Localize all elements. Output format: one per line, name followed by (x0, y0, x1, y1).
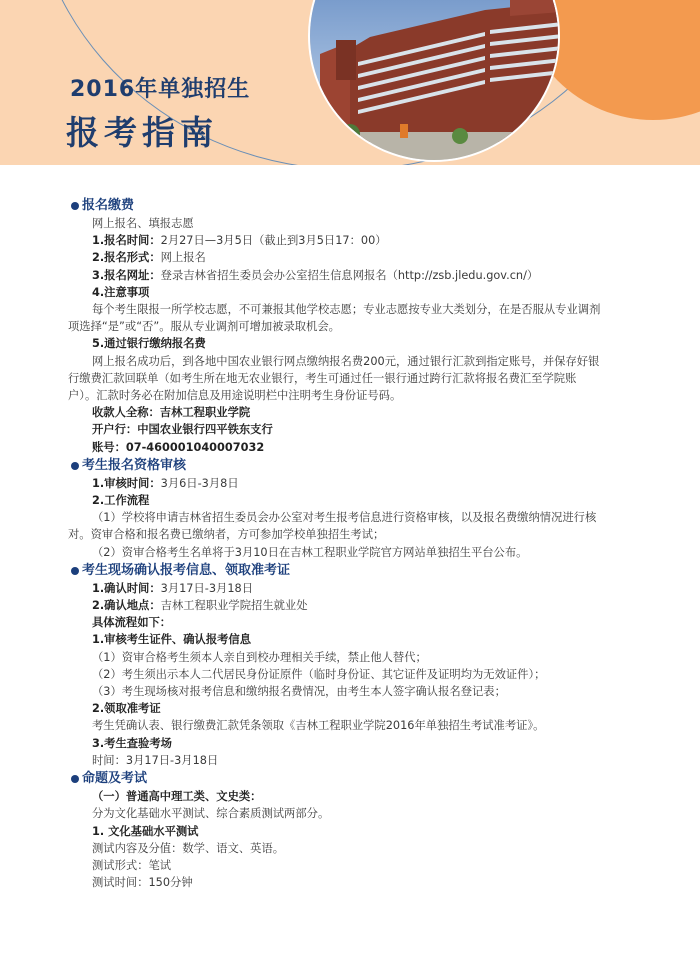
text-line: 2.报名形式：网上报名 (92, 251, 206, 265)
section-heading-registration: 报名缴费 (0, 196, 700, 215)
text-line: 项选择“是”或“否”。服从专业调剂可增加被录取机会。 (68, 320, 340, 334)
text-line: （一）普通高中理工类、文史类： (92, 790, 262, 804)
text-line: 对。资审合格和报名费已缴纳者，方可参加学校单独招生考试； (68, 528, 385, 542)
text-line: 网上报名成功后，到各地中国农业银行网点缴纳报名费200元，通过银行汇款到指定账号，并保存好银 (92, 354, 600, 368)
text-line: （1）学校将申请吉林省招生委员会办公室对考生报考信息进行资格审核，以及报名费缴纳情况进行核 (92, 511, 597, 525)
section-heading-confirmation: 考生现场确认报考信息、领取准考证 (0, 561, 700, 580)
text-line: 每个考生限报一所学校志愿，不可兼报其他学校志愿；专业志愿按专业大类划分，在是否服从专业调剂 (92, 303, 601, 317)
bullet-dot-icon (71, 202, 79, 210)
guide-content (0, 196, 700, 891)
text-line: 测试形式：笔试 (92, 858, 172, 872)
page-title-year: 2016年单独招生 (70, 77, 251, 102)
bullet-dot-icon (71, 567, 79, 575)
text-line: 1.报名时间：2月27日—3月5日（截止到3月5日17：00） (92, 234, 387, 248)
text-line: 分为文化基础水平测试、综合素质测试两部分。 (92, 807, 330, 821)
bullet-dot-icon (71, 775, 79, 783)
text-line: 具体流程如下： (92, 616, 172, 630)
text-line: 测试时间：150分钟 (92, 876, 193, 890)
text-line: 1.确认时间：3月17日-3月18日 (92, 581, 254, 595)
text-line: 户）。汇款时务必在附加信息及用途说明栏中注明考生身份证号码。 (68, 389, 402, 403)
text-line: 3.报名网址：登录吉林省招生委员会办公室招生信息网报名（http://zsb.jledu.gov.cn/） (92, 268, 539, 282)
text-line: 4.注意事项 (92, 285, 150, 299)
text-line: （3）考生现场核对报考信息和缴纳报名费情况，由考生本人签字确认报名登记表； (92, 685, 506, 699)
text-line: 2.领取准考证 (92, 702, 161, 716)
text-line: 行缴费汇款回联单（如考生所在地无农业银行，考生可通过任一银行通过跨行汇款将报名费汇至学院账 (68, 371, 577, 385)
section-heading-qualification: 考生报名资格审核 (0, 456, 700, 475)
text-line: （2）考生须出示本人二代居民身份证原件（临时身份证、其它证件及证明均为无效证件）； (92, 667, 546, 681)
text-line: （1）资审合格考生须本人亲自到校办理相关手续，禁止他人替代； (92, 650, 427, 664)
text-line: 网上报名、填报志愿 (92, 217, 194, 230)
header-banner (0, 0, 700, 165)
text-line: 5.通过银行缴纳报名费 (92, 337, 206, 351)
page-title-main: 报考指南 (66, 113, 218, 152)
text-line: 测试内容及分值：数学、语文、英语。 (92, 841, 285, 855)
payee-name: 收款人全称：吉林工程职业学院 (92, 406, 251, 420)
text-line: 1.审核时间：3月6日-3月8日 (92, 476, 239, 490)
text-line: （2）资审合格考生名单将于3月10日在吉林工程职业学院官方网站单独招生平台公布。 (92, 545, 528, 559)
text-line: 1.审核考生证件、确认报考信息 (92, 633, 252, 647)
account-number: 账号：07-460001040007032 (92, 440, 265, 454)
text-line: 2.工作流程 (92, 494, 150, 508)
text-line: 2.确认地点：吉林工程职业学院招生就业处 (92, 599, 308, 613)
text-line: 时间：3月17日-3月18日 (92, 753, 219, 767)
text-line: 考生凭确认表、银行缴费汇款凭条领取《吉林工程职业学院2016年单独招生考试准考证》。 (92, 719, 545, 733)
text-line: 1. 文化基础水平测试 (92, 824, 199, 838)
text-line: 3.考生查验考场 (92, 736, 172, 750)
section-heading-exam: 命题及考试 (0, 769, 700, 788)
bullet-dot-icon (71, 462, 79, 470)
bank-name: 开户行：中国农业银行四平铁东支行 (92, 423, 273, 437)
